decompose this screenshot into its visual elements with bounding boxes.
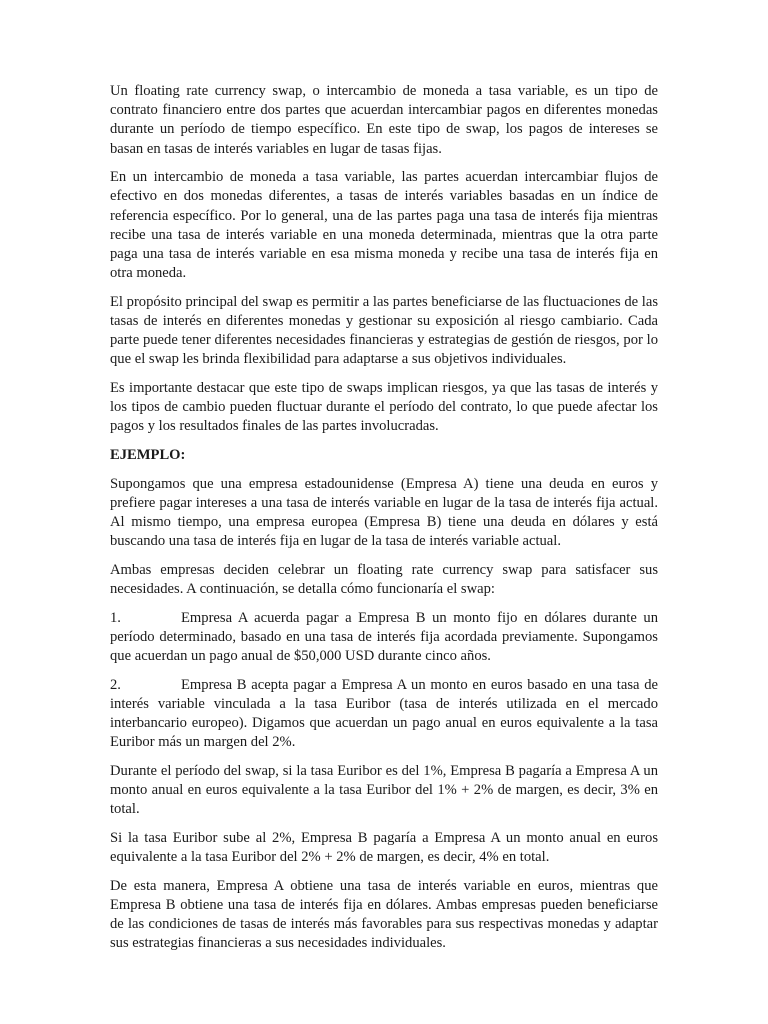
list-item-text: Empresa A acuerda pagar a Empresa B un monto fijo en dólares durante un período determinado, basado en una tasa de interés fija acordada previamente. Supongamos que acuerdan un pago anual de $50,000 USD durante cinco años. [110, 609, 658, 665]
paragraph-example-intro: Ambas empresas deciden celebrar un floating rate currency swap para satisfacer sus necesidades. A continuación, se detalla cómo funcionaría el swap: [110, 561, 658, 598]
paragraph-euribor-2: Si la tasa Euribor sube al 2%, Empresa B pagaría a Empresa A un monto anual en euros equivalente a la tasa Euribor del 2% + 2% de margen, es decir, 4% en total. [110, 829, 658, 866]
list-item-1 [110, 609, 658, 667]
paragraph-purpose: El propósito principal del swap es permitir a las partes beneficiarse de las fluctuaciones de las tasas de interés en diferentes monedas y gestionar su exposición al riesgo cambiario. Cada parte puede tener diferentes necesidades financieras y estrategias de gestión de riesgos, por lo que el swap les brinda flexibilidad para adaptarse a sus objetivos individuales. [110, 293, 658, 368]
list-item-2 [110, 676, 658, 753]
list-item-number: 2. [110, 676, 121, 693]
list-item-number: 1. [110, 609, 121, 626]
paragraph-conclusion: De esta manera, Empresa A obtiene una tasa de interés variable en euros, mientras que Empresa B obtiene una tasa de interés fija en dólares. Ambas empresas pueden beneficiarse de las condiciones de tasas de interés más favorables para sus respectivas monedas y adaptar sus estrategias financieras a sus necesidades individuales. [110, 877, 658, 952]
paragraph-risks: Es importante destacar que este tipo de swaps implican riesgos, ya que las tasas de interés y los tipos de cambio pueden fluctuar durante el período del contrato, lo que puede afectar los pagos y los resultados finales de las partes involucradas. [110, 380, 658, 435]
paragraph-example-setup: Supongamos que una empresa estadounidense (Empresa A) tiene una deuda en euros y prefiere pagar intereses a una tasa de interés variable en lugar de la tasa de interés fija actual. Al mismo tiempo, una empresa europea (Empresa B) tiene una deuda en dólares y está buscando una tasa de interés fija en lugar de la tasa de interés variable actual. [110, 475, 658, 550]
paragraph-euribor-1: Durante el período del swap, si la tasa Euribor es del 1%, Empresa B pagaría a Empresa A un monto anual en euros equivalente a la tasa Euribor del 1% + 2% de margen, es decir, 3% en total. [110, 762, 658, 818]
example-heading: EJEMPLO: [110, 447, 186, 464]
paragraph-definition: Un floating rate currency swap, o intercambio de moneda a tasa variable, es un tipo de contrato financiero entre dos partes que acuerdan intercambiar pagos en diferentes monedas durante un período de tiempo específico. En este tipo de swap, los pagos de intereses se basan en tasas de interés variables en lugar de tasas fijas. [110, 83, 658, 157]
document-body [110, 82, 658, 963]
list-item-text: Empresa B acepta pagar a Empresa A un monto en euros basado en una tasa de interés variable vinculada a la tasa Euribor (tasa de interés utilizada en el mercado interbancario europeo). Digamos que acuerdan un pago anual en euros equivalente a la tasa Euribor más un margen del 2%. [110, 676, 658, 751]
paragraph-mechanics: En un intercambio de moneda a tasa variable, las partes acuerdan intercambiar flujos de efectivo en dos monedas diferentes, a tasas de interés variables basadas en un índice de referencia específico. Por lo general, una de las partes paga una tasa de interés fija mientras recibe una tasa de interés variable en una moneda determinada, mientras que la otra parte paga una tasa de interés variable en esa misma moneda y recibe una tasa de interés fija en otra moneda. [110, 169, 658, 282]
